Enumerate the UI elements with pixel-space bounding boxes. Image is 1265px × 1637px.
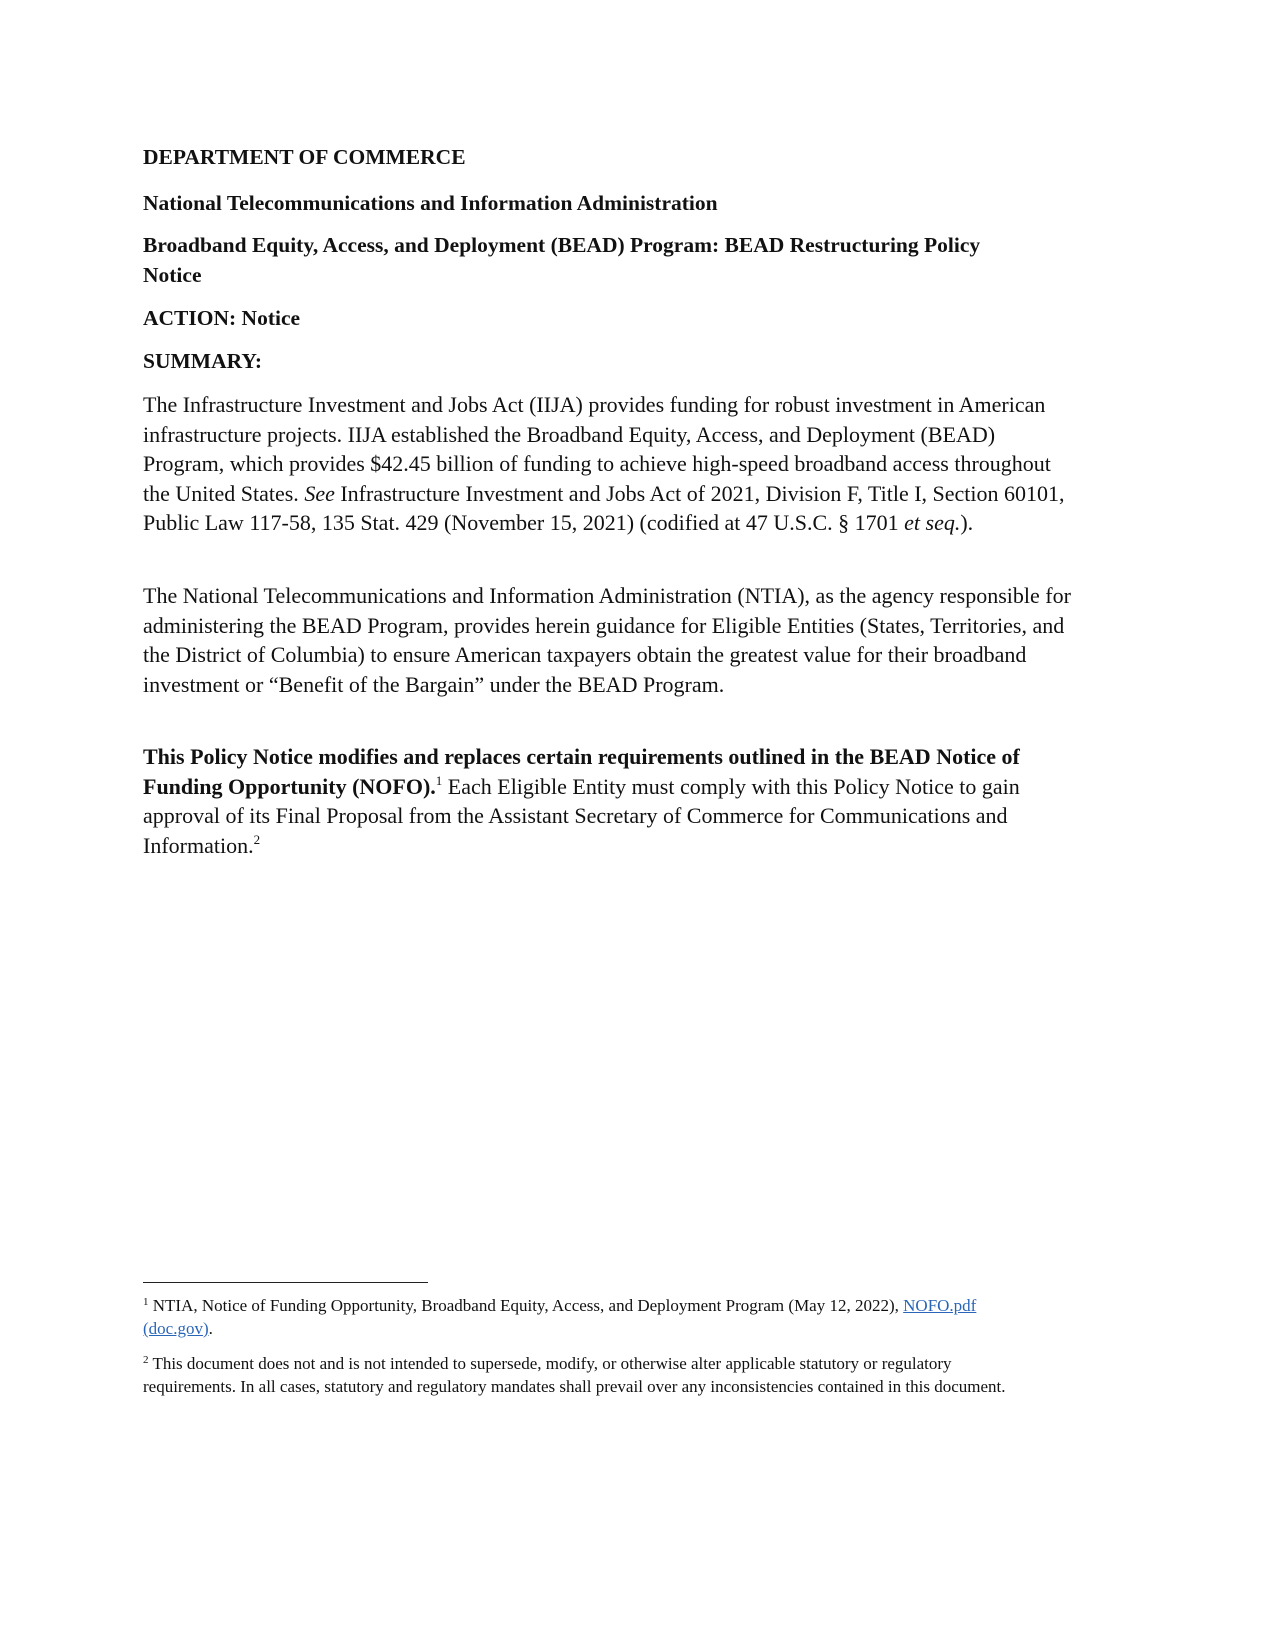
text: Infrastructure Investment and Jobs Act of 2021, Division F, Title I, Section 60101, Public Law 117-58, 135 Stat. 429 (November 15, 2021) (codified at 47 U.S.C. § 1701 (143, 480, 1065, 535)
footnote-divider (143, 1282, 428, 1283)
document-title: Broadband Equity, Access, and Deployment (BEAD) Program: BEAD Restructuring Policy Notice (143, 233, 981, 287)
summary-paragraph-2: The National Telecommunications and Information Administration (NTIA), as the agency responsible for administering the BEAD Program, provides herein guidance for Eligible Entities (States, Territories, and the District of Columbia) to ensure American taxpayers obtain the greatest value for their broadband investment or “Benefit of the Bargain” under the BEAD Program. (143, 583, 1071, 697)
text-bold: This Policy Notice modifies and replaces certain requirements outlined in the BEAD Notice of Funding Opportunity (NOFO). (143, 744, 1020, 799)
text: . (208, 1319, 213, 1338)
department-heading: DEPARTMENT OF COMMERCE (143, 145, 466, 169)
text: NTIA, Notice of Funding Opportunity, Broadband Equity, Access, and Deployment Program (May 12, 2022), (148, 1296, 904, 1315)
text: ). (960, 510, 974, 535)
summary-paragraph-3 (143, 742, 1073, 860)
nofo-link[interactable]: NOFO.pdf (doc.gov) (143, 1296, 977, 1338)
footnote-2 (143, 1352, 1043, 1398)
agency-heading: National Telecommunications and Information Administration (143, 191, 718, 215)
text: This document does not and is not intended to supersede, modify, or otherwise alter applicable statutory or regulatory requirements. In all cases, statutory and regulatory mandates shall prevail over any inconsistencies contained in this document. (143, 1354, 1006, 1396)
text: Each Eligible Entity must comply with this Policy Notice to gain approval of its Final Proposal from the Assistant Secretary of Commerce for Communications and Information. (143, 773, 1020, 858)
footnote-number: 1 (143, 1296, 149, 1308)
text: The Infrastructure Investment and Jobs Act (IIJA) provides funding for robust investment in American infrastructure projects. IIJA established the Broadband Equity, Access, and Deployment (BEAD) Program, which provides $42.45 billion of funding to achieve high-speed broadband access throughout the United States. (143, 392, 1051, 506)
footnote-ref-1[interactable]: 1 (435, 772, 443, 788)
text-italic: See (304, 480, 335, 506)
footnote-1 (143, 1294, 1043, 1340)
footnote-number: 2 (143, 1354, 149, 1366)
summary-heading: SUMMARY: (143, 349, 263, 373)
action-heading: ACTION: Notice (143, 306, 301, 330)
text-italic: et seq. (904, 510, 961, 535)
summary-paragraph-1 (143, 390, 1073, 538)
footnote-ref-2[interactable]: 2 (253, 831, 261, 847)
